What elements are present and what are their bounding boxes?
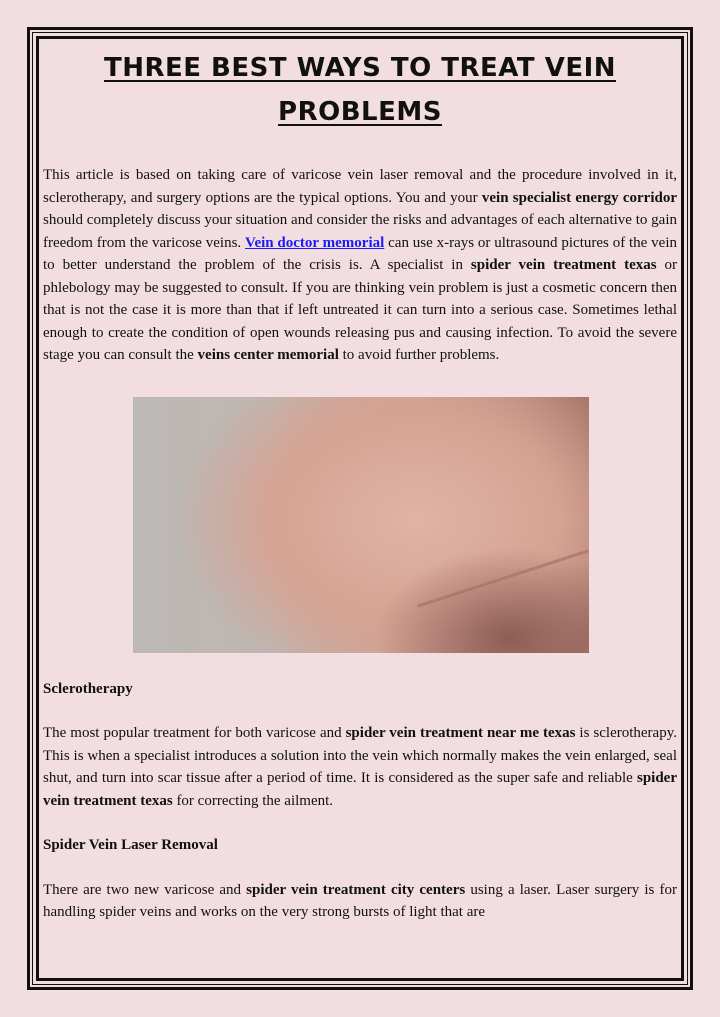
- text-run: should completely discuss your situation and consider the risks and advantages of each alternative to gain freedom from the varicose veins.: [43, 212, 677, 251]
- text-run: The most popular treatment for both varicose and: [43, 725, 346, 741]
- text-run: to avoid further problems.: [338, 347, 500, 363]
- text-run: can use x-rays or ultrasound pictures of the vein to better understand the problem of the crisis is. A specialist in: [43, 234, 677, 273]
- keyword-spider-vein-near-me: spider vein treatment near me texas: [345, 725, 576, 741]
- sclerotherapy-heading: Sclerotherapy: [43, 680, 133, 697]
- keyword-vein-specialist: vein specialist energy corridor: [481, 189, 677, 206]
- keyword-veins-center: veins center memorial: [197, 347, 339, 363]
- laser-removal-heading: Spider Vein Laser Removal: [43, 837, 218, 853]
- keyword-spider-vein-city-centers: spider vein treatment city centers: [246, 881, 466, 898]
- intro-paragraph: [43, 164, 677, 367]
- text-run: is sclerotherapy. This is when a specialist introduces a solution into the vein which normally makes the vein enlarged, seal shut, and turn into scar tissue after a period of time. It is considered as the super safe and reliable: [43, 725, 677, 786]
- leg-photo: [133, 397, 589, 653]
- text-run: There are two new varicose and: [43, 881, 247, 898]
- laser-removal-paragraph: [43, 879, 677, 924]
- keyword-spider-vein-treatment: spider vein treatment texas: [43, 770, 677, 809]
- document-body: [43, 46, 677, 924]
- text-run: This article is based on taking care of varicose vein laser removal and the procedure involved in it, sclerotherapy, and surgery options are the typical options. You and your: [43, 167, 677, 206]
- keyword-spider-vein-treatment: spider vein treatment texas: [470, 257, 657, 273]
- sclerotherapy-paragraph: [43, 722, 677, 812]
- text-run: or phlebology may be suggested to consult. If you are thinking vein problem is just a cosmetic concern then that is not the case it is more than that if left untreated it can turn into a serious case. Sometimes lethal enough to create the condition of open wounds releasing pus and causing infection. To avoid the severe stage you can consult the: [43, 257, 678, 363]
- page-title: THREE BEST WAYS TO TREAT VEIN PROBLEMS: [103, 53, 617, 127]
- vein-doctor-memorial-link[interactable]: Vein doctor memorial: [244, 234, 385, 251]
- text-run: using a laser. Laser surgery is for handling spider veins and works on the very strong bursts of light that are: [43, 881, 678, 920]
- text-run: for correcting the ailment.: [172, 792, 334, 809]
